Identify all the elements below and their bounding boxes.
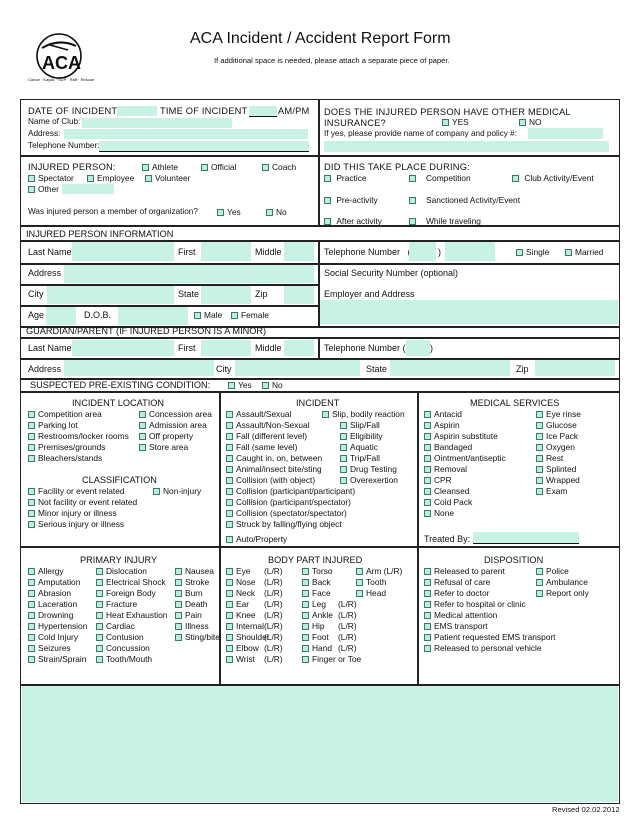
injured-person-label: INJURED PERSON: [28, 162, 116, 172]
during-sanctioned[interactable]: Sanctioned Activity/Event [409, 196, 520, 204]
checkbox-icon [175, 634, 182, 641]
disposition-item[interactable]: Refusal of care [424, 578, 490, 586]
primary-injury-item[interactable]: Concussion [96, 644, 150, 652]
form-title: ACA Incident / Accident Report Form [190, 30, 451, 47]
info-city-field[interactable] [47, 286, 174, 304]
checkbox-icon [175, 601, 182, 608]
checkbox-icon [424, 634, 431, 641]
class-not-facility[interactable]: Not facility or event related [28, 498, 137, 506]
med-exam[interactable]: Exam [536, 487, 567, 495]
insurance-no[interactable]: NO [519, 118, 542, 126]
inc-assault-sexual[interactable]: Assault/Sexual [226, 410, 291, 418]
checkbox-icon [28, 568, 35, 575]
club-field[interactable] [82, 118, 232, 128]
class-minor[interactable]: Minor injury or illness [28, 509, 117, 517]
loc-off-property[interactable]: Off property [139, 432, 193, 440]
checkbox-icon [28, 612, 35, 619]
side-lr: (L/R) [264, 599, 283, 609]
info-address-field[interactable] [64, 265, 314, 283]
info-middle-label: Middle [255, 247, 282, 257]
info-address-label: Address [28, 268, 62, 278]
insurance-field-2[interactable] [324, 141, 609, 152]
insurance-field-1[interactable] [528, 128, 603, 139]
primary-injury-item[interactable]: Cardiac [96, 622, 135, 630]
primary-title: PRIMARY INJURY [80, 555, 158, 565]
type-employee[interactable]: Employee [87, 174, 134, 182]
checkbox-icon [302, 623, 309, 630]
med-aspirin[interactable]: Aspirin [424, 421, 460, 429]
phone-field[interactable] [99, 141, 309, 151]
body-part-item[interactable]: Finger or Toe [302, 655, 361, 663]
med-antacid[interactable]: Antacid [424, 410, 462, 418]
checkbox-icon [96, 601, 103, 608]
primary-injury-item[interactable]: Laceration [28, 600, 77, 608]
body-part-item[interactable]: Foot (L/R) [302, 633, 329, 641]
class-facility[interactable]: Facility or event related [28, 487, 125, 495]
body-part-item[interactable]: Shoulder (L/R) [226, 633, 270, 641]
checkbox-icon [302, 656, 309, 663]
checkbox-icon [28, 645, 35, 652]
time-label: TIME OF INCIDENT [160, 106, 248, 116]
body-part-item[interactable]: Hip (L/R) [302, 622, 325, 630]
checkbox-icon [28, 656, 35, 663]
date-field[interactable] [117, 106, 157, 116]
medical-title: MEDICAL SERVICES [470, 398, 560, 408]
type-volunteer[interactable]: Volunteer [145, 174, 190, 182]
checkbox-icon [424, 612, 431, 619]
revised-date: Revised 02.02.2012 [552, 805, 620, 814]
checkbox-icon [96, 590, 103, 597]
attach-note: If additional space is needed, please attach a separate piece of paper. [214, 56, 450, 65]
primary-injury-item[interactable]: Burn [175, 589, 203, 597]
insurance-question: DOES THE INJURED PERSON HAVE OTHER MEDICAL INSURANCE? [324, 107, 571, 128]
body-title: BODY PART INJURED [268, 555, 363, 565]
body-part-item[interactable]: Elbow (L/R) [226, 644, 259, 652]
body-part-item[interactable]: Arm (L/R) [356, 567, 402, 575]
address-label: Address: [28, 129, 61, 138]
info-zip-field[interactable] [284, 286, 314, 304]
inc-drug-testing[interactable]: Drug Testing [340, 465, 397, 473]
med-aspirin-sub[interactable]: Aspirin substitute [424, 432, 498, 440]
checkbox-icon [226, 634, 233, 641]
checkbox-icon [28, 634, 35, 641]
checkbox-icon [424, 623, 431, 630]
during-traveling[interactable]: While traveling [409, 217, 481, 225]
side-lr: (L/R) [264, 610, 283, 620]
primary-injury-item[interactable]: Amputation [28, 578, 80, 586]
med-glucose[interactable]: Glucose [536, 421, 577, 429]
checkbox-icon [302, 634, 309, 641]
loc-store[interactable]: Store area [139, 443, 188, 451]
info-last-field[interactable] [72, 242, 174, 261]
info-tel-paren: ) [438, 247, 441, 257]
time-field[interactable] [249, 106, 277, 116]
guardian-middle-field[interactable] [284, 340, 314, 356]
side-lr: (L/R) [264, 643, 283, 653]
checkbox-icon [536, 568, 543, 575]
body-part-item[interactable]: Neck (L/R) [226, 589, 255, 597]
inc-slip-bodily[interactable]: Slip, bodily reaction [322, 410, 405, 418]
treated-by-label: Treated By: [424, 534, 471, 544]
info-age-field[interactable] [46, 307, 76, 325]
inc-caught[interactable]: Caught in, on, between [226, 454, 322, 462]
class-serious[interactable]: Serious injury or illness [28, 520, 124, 528]
guardian-tel-paren: ) [430, 343, 433, 353]
loc-admission[interactable]: Admission area [139, 421, 207, 429]
checkbox-icon [442, 119, 449, 126]
inc-collision-ss[interactable]: Collision (spectator/spectator) [226, 509, 347, 517]
checkbox-icon [96, 568, 103, 575]
primary-injury-item[interactable]: Abrasion [28, 589, 71, 597]
primary-injury-item[interactable]: Fracture [96, 600, 137, 608]
checkbox-icon [226, 579, 233, 586]
primary-injury-item[interactable]: Seizures [28, 644, 71, 652]
checkbox-icon [96, 612, 103, 619]
preexisting-yes[interactable]: Yes [228, 381, 252, 389]
info-tel-field[interactable] [445, 242, 495, 261]
during-club-activity[interactable]: Club Activity/Event [512, 174, 594, 182]
insurance-yes[interactable]: YES [442, 118, 469, 126]
med-oxygen[interactable]: Oxygen [536, 443, 575, 451]
body-part-item[interactable]: Back [302, 578, 331, 586]
loc-competition[interactable]: Competition area [28, 410, 102, 418]
info-male[interactable]: Male [194, 311, 222, 319]
primary-injury-item[interactable]: Electrical Shock [96, 578, 166, 586]
body-part-item[interactable]: Ear (L/R) [226, 600, 249, 608]
checkbox-icon [175, 579, 182, 586]
med-bandaged[interactable]: Bandaged [424, 443, 472, 451]
side-lr: (L/R) [264, 588, 283, 598]
guardian-header: GUARDIAN/PARENT (IF INJURED PERSON IS A MINOR) [26, 326, 267, 336]
disposition-item[interactable]: Refer to hospital or clinic [424, 600, 526, 608]
class-non-injury[interactable]: Non-injury [153, 487, 201, 495]
med-removal[interactable]: Removal [424, 465, 467, 473]
primary-injury-item[interactable]: Contusion [96, 633, 144, 641]
during-label: DID THIS TAKE PLACE DURING: [324, 162, 470, 172]
insurance-note: If yes, please provide name of company and policy #: [324, 129, 517, 138]
inc-auto[interactable]: Auto/Property [226, 535, 287, 543]
side-lr: (L/R) [264, 654, 283, 664]
primary-injury-item[interactable]: Heat Exhaustion [96, 611, 167, 619]
disposition-item[interactable]: Refer to doctor [424, 589, 489, 597]
primary-injury-item[interactable]: Strain/Sprain [28, 655, 86, 663]
loc-premises[interactable]: Premises/grounds [28, 443, 106, 451]
checkbox-icon [226, 656, 233, 663]
checkbox-icon [226, 612, 233, 619]
checkbox-icon [519, 119, 526, 126]
checkbox-icon [302, 601, 309, 608]
guardian-state-label: State [366, 364, 388, 374]
type-athlete[interactable]: Athlete [142, 163, 178, 171]
guardian-last-field[interactable] [72, 340, 174, 356]
guardian-last-label: Last Name [28, 343, 72, 353]
date-label: DATE OF INCIDENT [28, 106, 118, 116]
guardian-first-label: First [178, 343, 196, 353]
primary-injury-item[interactable]: Pain [175, 611, 202, 619]
info-single[interactable]: Single [516, 248, 549, 256]
member-no[interactable]: No [266, 208, 287, 216]
member-yes[interactable]: Yes [217, 208, 241, 216]
checkbox-icon [28, 601, 35, 608]
logo-tagline: Canoe · Kayak · SUP · Raft · Rescue [28, 77, 95, 82]
checkbox-icon [226, 645, 233, 652]
type-official[interactable]: Official [201, 163, 236, 171]
med-ointment[interactable]: Ointment/antiseptic [424, 454, 506, 462]
side-lr: (L/R) [264, 566, 283, 576]
checkbox-icon [356, 568, 363, 575]
disposition-item[interactable]: EMS transport [424, 622, 488, 630]
inc-fall-same[interactable]: Fall (same level) [226, 443, 297, 451]
side-lr: (L/R) [338, 599, 357, 609]
info-age-label: Age [28, 310, 45, 320]
inc-aquatic[interactable]: Aquatic [340, 443, 378, 451]
inc-animal[interactable]: Animal/insect bite/sting [226, 465, 322, 473]
info-employer-field[interactable] [320, 300, 618, 324]
guardian-tel-label: Telephone Number ( [324, 343, 406, 353]
preexisting-no[interactable]: No [262, 381, 283, 389]
guardian-address-field[interactable] [64, 360, 214, 376]
primary-injury-item[interactable]: Illness [175, 622, 209, 630]
body-part-item[interactable]: Wrist (L/R) [226, 655, 255, 663]
checkbox-icon [424, 645, 431, 652]
primary-injury-item[interactable]: Death [175, 600, 207, 608]
treated-by-field[interactable] [473, 532, 579, 543]
checkbox-icon [226, 568, 233, 575]
disposition-item[interactable]: Released to parent [424, 567, 505, 575]
checkbox-icon [96, 656, 103, 663]
body-part-item[interactable]: Hand (L/R) [302, 644, 332, 652]
info-tel-area[interactable] [409, 242, 436, 261]
side-lr: (L/R) [264, 621, 283, 631]
during-after-activity[interactable]: After activity [324, 217, 382, 225]
checkbox-icon [96, 634, 103, 641]
disposition-item[interactable]: Police [536, 567, 569, 575]
checkbox-icon [302, 579, 309, 586]
med-none[interactable]: None [424, 509, 454, 517]
body-part-item[interactable]: Tooth [356, 578, 387, 586]
info-state-field[interactable] [201, 286, 251, 304]
info-married[interactable]: Married [565, 248, 603, 256]
checkbox-icon [175, 612, 182, 619]
checkbox-icon [424, 568, 431, 575]
checkbox-icon [175, 623, 182, 630]
disposition-item[interactable]: Patient requested EMS transport [424, 633, 556, 641]
during-pre-activity[interactable]: Pre-activity [324, 196, 378, 204]
loc-parking[interactable]: Parking lot [28, 421, 78, 429]
info-state-label: State [178, 289, 200, 299]
side-lr: (L/R) [338, 621, 357, 631]
guardian-city-label: City [216, 364, 232, 374]
checkbox-icon [226, 601, 233, 608]
other-field[interactable] [62, 184, 114, 194]
med-cold-pack[interactable]: Cold Pack [424, 498, 472, 506]
info-dob-field[interactable] [118, 307, 188, 325]
type-coach[interactable]: Coach [262, 163, 296, 171]
during-practice[interactable]: Practice [324, 174, 367, 182]
checkbox-icon [424, 601, 431, 608]
narrative-field[interactable] [22, 686, 618, 802]
type-spectator[interactable]: Spectator [28, 174, 74, 182]
loc-restrooms[interactable]: Restrooms/locker rooms [28, 432, 129, 440]
address-field[interactable] [64, 129, 308, 139]
guardian-city-field[interactable] [235, 360, 360, 376]
disposition-item[interactable]: Report only [536, 589, 589, 597]
inc-struck[interactable]: Struck by falling/flying object [226, 520, 342, 528]
primary-injury-item[interactable]: Drowning [28, 611, 73, 619]
info-header: INJURED PERSON INFORMATION [26, 229, 174, 239]
checkbox-icon [96, 645, 103, 652]
body-part-item[interactable]: Ankle (L/R) [302, 611, 333, 619]
primary-injury-item[interactable]: Stroke [175, 578, 209, 586]
side-lr: (L/R) [338, 643, 357, 653]
primary-injury-item[interactable]: Foreign Body [96, 589, 156, 597]
guardian-first-field[interactable] [201, 340, 251, 356]
med-wrapped[interactable]: Wrapped [536, 476, 580, 484]
body-part-item[interactable]: Eye (L/R) [226, 567, 250, 575]
checkbox-icon [536, 579, 543, 586]
body-part-item[interactable]: Nose (L/R) [226, 578, 256, 586]
checkbox-icon [175, 590, 182, 597]
guardian-state-field[interactable] [390, 360, 510, 376]
inc-eligibility[interactable]: Eligibility [340, 432, 383, 440]
checkbox-icon [424, 590, 431, 597]
checkbox-icon [226, 590, 233, 597]
inc-collision-object[interactable]: Collision (with object) [226, 476, 315, 484]
guardian-zip-label: Zip [516, 364, 529, 374]
info-middle-field[interactable] [284, 242, 314, 261]
side-lr: (L/R) [264, 577, 283, 587]
inc-fall-different[interactable]: Fall (different level) [226, 432, 307, 440]
guardian-address-label: Address [28, 364, 62, 374]
logo-text: ACA [42, 53, 81, 73]
checkbox-icon [96, 623, 103, 630]
primary-injury-item[interactable]: Sting/bite [175, 633, 220, 641]
primary-injury-item[interactable]: Tooth/Mouth [96, 655, 152, 663]
disposition-item[interactable]: Released to personal vehicle [424, 644, 542, 652]
primary-injury-item[interactable]: Nausea [175, 567, 214, 575]
checkbox-icon [28, 579, 35, 586]
side-lr: (L/R) [338, 632, 357, 642]
location-title: INCIDENT LOCATION [72, 398, 165, 408]
info-tel-label: Telephone Number [324, 247, 401, 257]
info-dob-label: D.O.B. [84, 310, 112, 320]
type-other[interactable]: Other [28, 185, 59, 193]
disposition-item[interactable]: Medical attention [424, 611, 497, 619]
primary-injury-item[interactable]: Dislocation [96, 567, 147, 575]
loc-concession[interactable]: Concession area [139, 410, 212, 418]
body-part-item[interactable]: Knee (L/R) [226, 611, 256, 619]
ampm-label: AM/PM [278, 106, 310, 116]
med-ice-pack[interactable]: Ice Pack [536, 432, 578, 440]
incident-title: INCIDENT [296, 398, 340, 408]
inc-collision-ps[interactable]: Collision (participant/spectator) [226, 498, 351, 506]
inc-collision-pp[interactable]: Collision (participant/participant) [226, 487, 355, 495]
checkbox-icon [28, 623, 35, 630]
body-part-item[interactable]: Torso [302, 567, 332, 575]
checkbox-icon [302, 645, 309, 652]
info-zip-label: Zip [255, 289, 268, 299]
club-label: Name of Club: [28, 117, 81, 126]
checkbox-icon [302, 568, 309, 575]
med-cpr[interactable]: CPR [424, 476, 452, 484]
info-first-field[interactable] [201, 242, 251, 261]
info-first-label: First [178, 247, 196, 257]
body-part-item[interactable]: Internal (L/R) [226, 622, 264, 630]
guardian-zip-field[interactable] [535, 360, 615, 376]
inc-trip-fall[interactable]: Trip/Fall [340, 454, 380, 462]
body-part-item[interactable]: Leg (L/R) [302, 600, 326, 608]
during-competition[interactable]: Competition [409, 174, 471, 182]
inc-overexertion[interactable]: Overexertion [340, 476, 398, 484]
checkbox-icon [424, 579, 431, 586]
disposition-item[interactable]: Ambulance [536, 578, 588, 586]
med-rest[interactable]: Rest [536, 454, 563, 462]
phone-label: Telephone Number: [28, 141, 100, 150]
checkbox-icon [356, 579, 363, 586]
checkbox-icon [175, 568, 182, 575]
info-employer-label: Employer and Address [324, 289, 415, 299]
checkbox-icon [302, 612, 309, 619]
guardian-middle-label: Middle [255, 343, 282, 353]
loc-bleachers[interactable]: Bleachers/stands [28, 454, 102, 462]
checkbox-icon [356, 590, 363, 597]
checkbox-icon [226, 623, 233, 630]
primary-injury-item[interactable]: Hypertension [28, 622, 87, 630]
primary-injury-item[interactable]: Allergy [28, 567, 64, 575]
member-question: Was injured person a member of organization? [28, 207, 198, 216]
aca-logo [28, 32, 95, 84]
primary-injury-item[interactable]: Cold Injury [28, 633, 78, 641]
info-ssn-label: Social Security Number (optional) [324, 268, 459, 278]
med-cleansed[interactable]: Cleansed [424, 487, 469, 495]
checkbox-icon [536, 590, 543, 597]
info-city-label: City [28, 289, 44, 299]
checkbox-icon [28, 590, 35, 597]
info-last-label: Last Name [28, 247, 72, 257]
guardian-tel-area[interactable] [406, 340, 430, 356]
classification-title: CLASSIFICATION [82, 475, 157, 485]
body-part-item[interactable]: Head [356, 589, 386, 597]
body-part-item[interactable]: Face [302, 589, 331, 597]
inc-slip-fall[interactable]: Slip/Fall [340, 421, 380, 429]
info-female[interactable]: Female [231, 311, 269, 319]
preexisting-label: SUSPECTED PRE-EXISTING CONDITION: [30, 380, 211, 390]
checkbox-icon [302, 590, 309, 597]
checkbox-icon [96, 579, 103, 586]
med-splinted[interactable]: Splinted [536, 465, 576, 473]
med-eye-rinse[interactable]: Eye rinse [536, 410, 581, 418]
side-lr: (L/R) [264, 632, 283, 642]
disposition-title: DISPOSITION [484, 555, 544, 565]
inc-assault-nonsexual[interactable]: Assault/Non-Sexual [226, 421, 310, 429]
side-lr: (L/R) [338, 610, 357, 620]
